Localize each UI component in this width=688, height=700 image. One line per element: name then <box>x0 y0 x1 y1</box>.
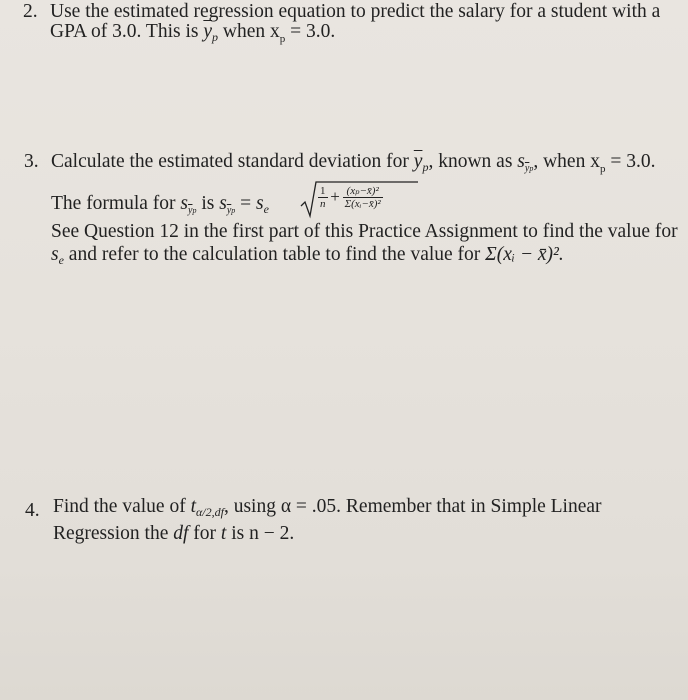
q2-yhat: $\overline{y}_p$ <box>203 21 218 44</box>
q3-formula-line <box>51 194 269 216</box>
q3-line1-end: = 3.0. <box>610 151 656 172</box>
q3-line3: See Question 12 in the first part of this Practice Assignment to find the value for <box>51 221 678 242</box>
q3-s-sym: $s_{\overline{y}p}$ <box>517 151 534 174</box>
q2-number: 2. <box>23 1 38 22</box>
q3-formula-s2: $s_{\overline{y}p}$ <box>219 193 236 216</box>
q4-line2-mid: for <box>193 523 217 544</box>
q4-line1 <box>53 497 602 518</box>
q4-line1-post: , using α = .05. Remember that in Simple Linear <box>223 496 602 517</box>
q2-line2-end: = 3.0. <box>290 21 336 42</box>
q4-t-sym: $t_{\alpha/2,df}$ <box>190 496 224 519</box>
q3-formula-se: $s_e$ <box>256 193 269 216</box>
q4-t2: t <box>220 523 227 544</box>
frac-1-over-n: $\frac{1}{n}$ <box>320 184 326 210</box>
q4-df: df <box>173 523 189 544</box>
q2-line2-post: when x <box>222 21 280 42</box>
q3-formula-eq: = <box>240 193 252 214</box>
q4-line2-end: is n − 2. <box>231 523 295 544</box>
q3-formula-s1: $s_{\overline{y}p}$ <box>180 193 197 216</box>
q3-line1-post: , when x <box>533 151 600 172</box>
q2-line1: Use the estimated regression equation to predict the salary for a student with a <box>50 1 661 22</box>
q3-x-sub: p <box>599 163 606 175</box>
q4-line2 <box>53 524 294 544</box>
q3-line4-se: $s_e$ <box>51 244 64 267</box>
frac-plus: + <box>330 187 340 206</box>
q3-line4-pre: and refer to the calculation table to find the value for <box>68 244 481 265</box>
q4-line2-pre: Regression the <box>53 523 169 544</box>
q3-line1-pre: Calculate the estimated standard deviation for <box>51 151 409 172</box>
q2-line2 <box>50 22 335 45</box>
q2-line2-pre: GPA of 3.0. This is <box>50 21 199 42</box>
frac-variance-term: $\frac{\text{(xₚ−x̄)²}}{\text{Σ(xᵢ−x̄)²}}$ <box>344 185 381 210</box>
q4-number: 4. <box>25 500 40 521</box>
q3-formula-pre: The formula for <box>51 193 176 214</box>
q3-line4-sum: Σ(xᵢ − x̄)². <box>485 244 564 265</box>
q3-formula-is: is <box>201 193 215 214</box>
q3-line1-mid: , known as <box>428 151 513 172</box>
q3-number: 3. <box>24 151 39 172</box>
q3-line1 <box>51 152 655 175</box>
q4-line1-pre: Find the value of <box>53 496 186 517</box>
q3-yhat: $\overline{y}_p$ <box>413 151 429 174</box>
q3-line4 <box>51 245 564 266</box>
q2-x-sub: p <box>279 33 286 45</box>
sqrt-content <box>318 184 383 210</box>
